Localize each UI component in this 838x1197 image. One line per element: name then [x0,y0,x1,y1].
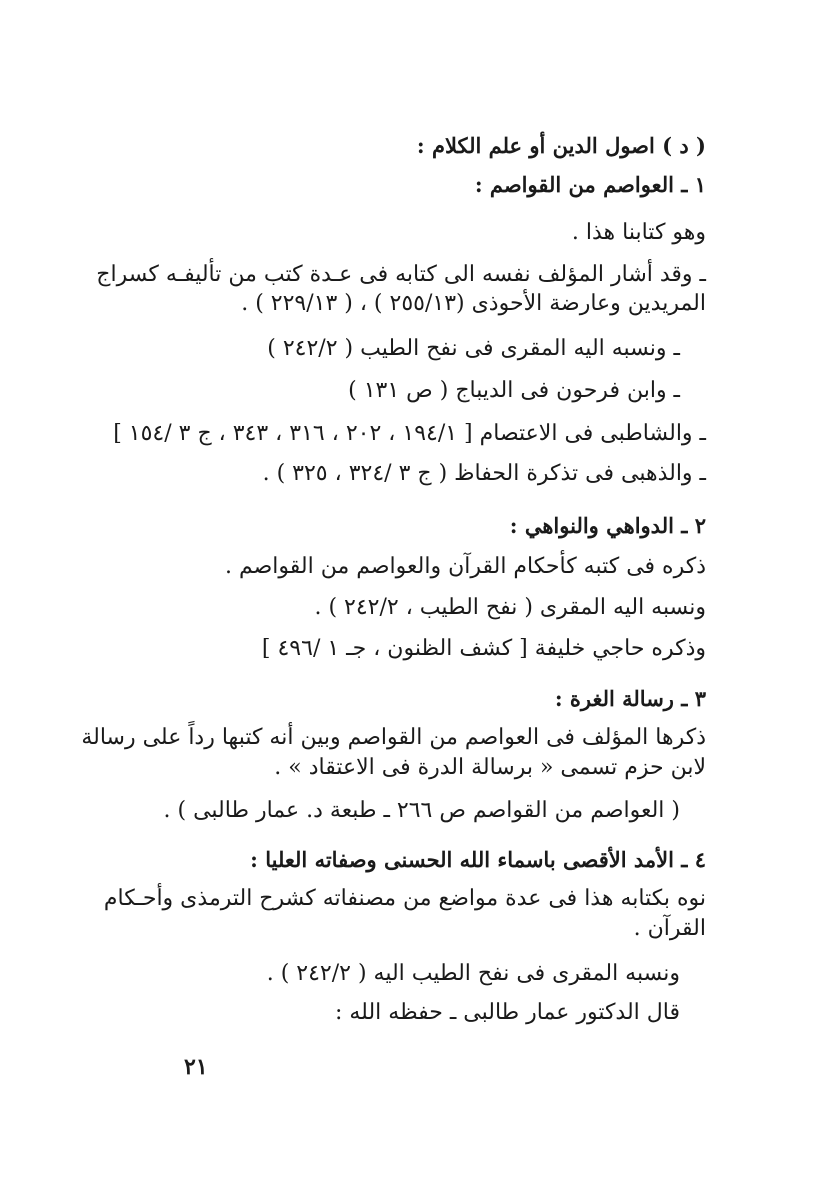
text-line: ( العواصم من القواصم ص ٢٦٦ ـ طبعة د. عمار طالبى ) . [163,798,680,823]
item-heading-4: ٤ ـ الأمد الأقصى باسماء الله الحسنى وصفاته العليا : [250,847,706,872]
text-line: ذكره فى كتبه كأحكام القرآن والعواصم من القواصم . [224,554,706,579]
text-line: ـ وقد أشار المؤلف نفسه الى كتابه فى عـدة كتب من تأليفـه كسراج [96,262,706,287]
item-heading-1: ١ ـ العواصم من القواصم : [474,172,706,197]
text-line: وهو كتابنا هذا . [571,220,706,245]
text-line: نوه بكتابه هذا فى عدة مواضع من مصنفاته كشرح الترمذى وأحـكام [103,886,706,911]
text-line: ـ ونسبه اليه المقرى فى نفح الطيب ( ٢٤٢/٢ ) [267,336,680,361]
section-heading: ( د ) اصول الدين أو علم الكلام : [416,133,706,158]
text-line: قال الدكتور عمار طالبى ـ حفظه الله : [334,1000,680,1025]
text-line: لابن حزم تسمى « برسالة الدرة فى الاعتقاد » . [274,755,706,780]
text-line: ونسبه اليه المقرى ( نفح الطيب ، ٢٤٢/٢ ) . [314,595,706,620]
text-line: القرآن . [633,916,706,941]
text-line: ـ والشاطبى فى الاعتصام [ ١٩٤/١ ، ٢٠٢ ، ٣١٦ ، ٣٤٣ ، ج ٣ /١٥٤ ] [113,421,706,446]
text-line: المريدين وعارضة الأحوذى (٢٥٥/١٣ ) ، ( ٢٢٩/١٣ ) . [241,291,706,316]
text-line: ـ والذهبى فى تذكرة الحفاظ ( ج ٣ /٣٢٤ ، ٣٢٥ ) . [262,461,706,486]
text-line: ذكرها المؤلف فى العواصم من القواصم وبين أنه كتبها رداً على رسالة [81,725,706,750]
page-number: ٢١ [184,1054,208,1080]
text-line: وذكره حاجي خليفة [ كشف الظنون ، جـ ١ /٤٩٦ ] [261,636,706,661]
item-heading-2: ٢ ـ الدواهي والنواهي : [509,513,706,538]
text-line: ونسبه المقرى فى نفح الطيب اليه ( ٢٤٢/٢ ) . [266,961,680,986]
item-heading-3: ٣ ـ رسالة الغرة : [554,686,706,711]
text-line: ـ وابن فرحون فى الديباج ( ص ١٣١ ) [348,378,680,403]
